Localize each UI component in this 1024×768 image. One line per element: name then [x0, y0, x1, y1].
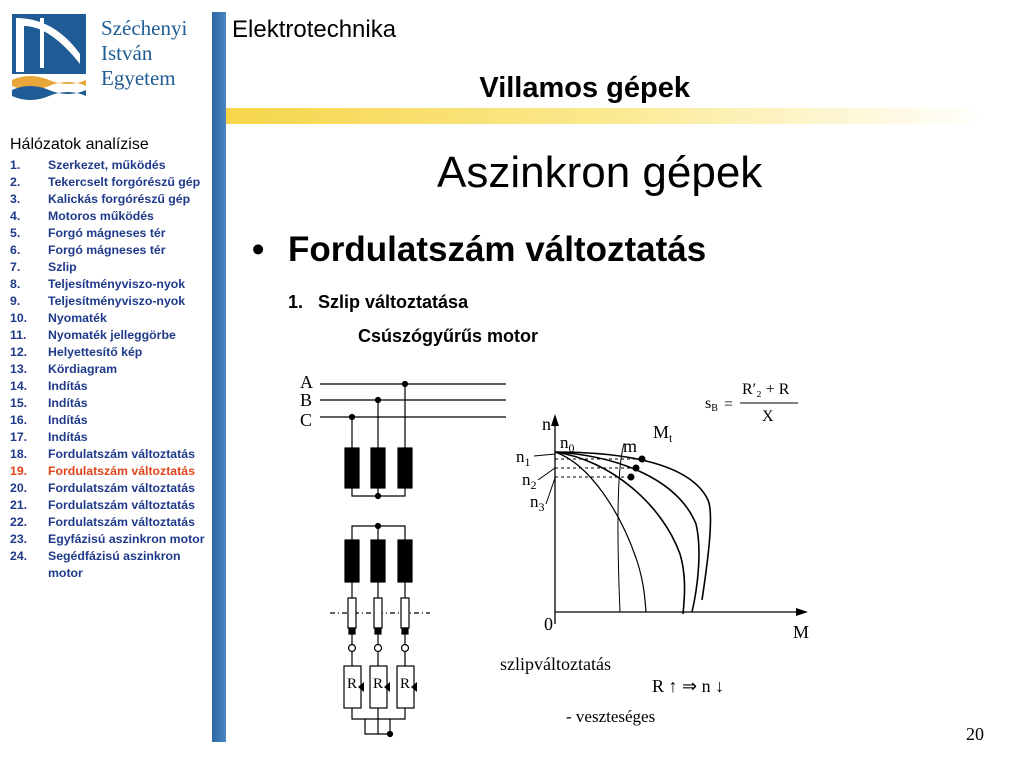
- sidebar-item[interactable]: [10, 293, 210, 310]
- sidebar-item-label: Indítás: [48, 396, 88, 410]
- motor-diagram: [290, 364, 830, 744]
- sidebar-item-number: 16.: [10, 413, 28, 427]
- phase-label-a: A: [300, 372, 313, 392]
- sidebar-item[interactable]: [10, 174, 210, 191]
- university-logo-icon: [10, 12, 88, 104]
- phase-label-b: B: [300, 390, 313, 410]
- sidebar-item-label: Egyfázisú aszinkron motor: [48, 532, 205, 546]
- sidebar-item-active[interactable]: [10, 463, 210, 480]
- n1-label: $n_1$: [516, 447, 531, 469]
- sidebar-item-number: 12.: [10, 345, 28, 359]
- sidebar-item[interactable]: [10, 531, 210, 548]
- sidebar-item[interactable]: [10, 344, 210, 361]
- sidebar-item-number: 10.: [10, 311, 28, 325]
- sidebar-item-label: Fordulatszám változtatás: [48, 481, 195, 495]
- formula-denominator: X: [762, 408, 774, 425]
- sidebar-item-number: 4.: [10, 209, 21, 223]
- phase-label-c: C: [300, 410, 313, 430]
- sidebar-item-label: Fordulatszám változtatás: [48, 447, 195, 461]
- operating-point: [633, 465, 640, 472]
- bullet-dot-icon: •: [252, 230, 265, 269]
- rotor-coil: [371, 540, 385, 582]
- sidebar-item-number: 21.: [10, 498, 28, 512]
- university-logo: [0, 0, 212, 118]
- sidebar-item[interactable]: [10, 310, 210, 327]
- mt-label: $M_t$: [653, 422, 673, 445]
- figure-note: - veszteséges: [566, 707, 656, 726]
- sidebar-item-label: Indítás: [48, 413, 88, 427]
- sidebar-item-label: Teljesítményviszo-nyok: [48, 277, 186, 291]
- sidebar-item-label: Forgó mágneses tér: [48, 226, 166, 240]
- sidebar-item-number: 1.: [10, 158, 21, 172]
- n2-label: $n_2$: [522, 470, 537, 492]
- sidebar-item[interactable]: [10, 480, 210, 497]
- logo-line-2: István: [101, 41, 153, 65]
- resistor-label: R: [373, 676, 384, 692]
- sidebar-item-number: 11.: [10, 328, 27, 342]
- sidebar-item-label: Teljesítményviszo-nyok: [48, 294, 186, 308]
- page-number: 20: [966, 724, 984, 744]
- origin-label: 0: [544, 614, 553, 634]
- torque-speed-chart: [516, 414, 809, 642]
- sidebar-item-label: Fordulatszám változtatás: [48, 498, 195, 512]
- sidebar-item[interactable]: [10, 157, 210, 174]
- sidebar-item[interactable]: [10, 225, 210, 242]
- axis-n-label: n: [542, 414, 551, 434]
- rotor-coil: [398, 540, 412, 582]
- resistor-label: R: [400, 676, 411, 692]
- sidebar-item[interactable]: [10, 208, 210, 225]
- sidebar-item-number: 8.: [10, 277, 21, 291]
- sidebar-item-number: 22.: [10, 515, 28, 529]
- sidebar-item[interactable]: [10, 378, 210, 395]
- sidebar-heading: Hálózatok analízise: [10, 136, 149, 153]
- slip-ring: [401, 598, 409, 628]
- bullet-text: Fordulatszám változtatás: [288, 230, 707, 269]
- axis-m-label: M: [793, 622, 810, 642]
- sidebar-item-number: 9.: [10, 294, 21, 308]
- sidebar-item[interactable]: [10, 514, 210, 531]
- sidebar-item-number: 20.: [10, 481, 28, 495]
- stator-coil: [398, 448, 412, 488]
- operating-point: [628, 474, 635, 481]
- course-title: Elektrotechnika: [232, 16, 397, 43]
- sidebar-item[interactable]: [10, 412, 210, 429]
- sub-item-number: 1.: [288, 292, 304, 312]
- sidebar-item-label: Tekercselt forgórészű gép: [48, 175, 201, 189]
- sub-item-text: Szlip változtatása: [318, 292, 469, 312]
- logo-text: [101, 16, 187, 91]
- sidebar-item-label: Helyettesítő kép: [48, 345, 143, 359]
- sidebar-item[interactable]: [10, 191, 210, 208]
- figure-caption: szlipváltoztatás: [500, 654, 611, 674]
- sidebar-item-number: 5.: [10, 226, 21, 240]
- sidebar-item[interactable]: [10, 548, 210, 582]
- n2-leader: [538, 468, 555, 480]
- stator-coil: [345, 448, 359, 488]
- sidebar-item-label: Nyomaték: [48, 311, 107, 325]
- vertical-accent-bar: [212, 12, 226, 742]
- logo-line-1: Széchenyi: [101, 16, 188, 40]
- sidebar-item[interactable]: [10, 327, 210, 344]
- slip-ring: [348, 598, 356, 628]
- characteristic-curve-r1: [555, 452, 699, 612]
- sidebar-item[interactable]: [10, 361, 210, 378]
- sidebar-item[interactable]: [10, 446, 210, 463]
- slip-ring: [374, 598, 382, 628]
- sidebar-item-number: 19.: [10, 464, 28, 478]
- sidebar-item-label: Indítás: [48, 379, 88, 393]
- n3-leader: [546, 478, 555, 504]
- sidebar-item-label: Nyomaték jelleggörbe: [48, 328, 176, 342]
- slip-ring-circuit: [300, 372, 506, 737]
- junction-dot: [376, 494, 381, 499]
- stator-coil: [371, 448, 385, 488]
- sidebar-item[interactable]: [10, 497, 210, 514]
- sidebar-item-number: 24.: [10, 549, 28, 563]
- sidebar-item-number: 18.: [10, 447, 28, 461]
- m-point-label: m: [623, 436, 638, 456]
- sidebar-item-number: 3.: [10, 192, 21, 206]
- sidebar-list: [10, 157, 210, 582]
- sidebar-outline: [10, 136, 210, 582]
- n0-label: $n_0$: [560, 433, 575, 455]
- brush: [349, 628, 355, 634]
- junction-dot: [388, 732, 393, 737]
- sub-item: [288, 292, 468, 313]
- sidebar-item[interactable]: [10, 276, 210, 293]
- bullet-heading: [252, 230, 706, 270]
- rotor-coil: [345, 540, 359, 582]
- sidebar-item-number: 14.: [10, 379, 28, 393]
- m-axis-arrow-icon: [796, 608, 808, 616]
- sidebar-item[interactable]: [10, 242, 210, 259]
- section-title: Villamos gépek: [479, 72, 690, 104]
- slide-title: Aszinkron gépek: [437, 148, 763, 197]
- sidebar-item-label: Indítás: [48, 430, 88, 444]
- sidebar-item-number: 15.: [10, 396, 28, 410]
- operating-point: [639, 456, 646, 463]
- sidebar-item-number: 7.: [10, 260, 21, 274]
- sidebar-item-number: 13.: [10, 362, 28, 376]
- sidebar-item-number: 6.: [10, 243, 21, 257]
- resistor-label: R: [347, 676, 358, 692]
- formula-lhs: sB: [705, 395, 718, 414]
- formula-equals: =: [724, 396, 734, 413]
- sidebar-item-label: Forgó mágneses tér: [48, 243, 166, 257]
- sidebar-item-number: 23.: [10, 532, 28, 546]
- sidebar-item[interactable]: [10, 395, 210, 412]
- sidebar-item[interactable]: [10, 259, 210, 276]
- n3-label: $n_3$: [530, 492, 545, 514]
- sidebar-item-number: 17.: [10, 430, 28, 444]
- n-axis-arrow-icon: [551, 414, 559, 426]
- sidebar-item-number: 2.: [10, 175, 21, 189]
- brush: [375, 628, 381, 634]
- n1-leader: [534, 454, 555, 456]
- sidebar-item-label: Kördiagram: [48, 362, 118, 376]
- sidebar-item-label: Kalickás forgórészű gép: [48, 192, 191, 206]
- breakdown-slip-formula: [705, 381, 798, 425]
- sidebar-item-label: Segédfázisú aszinkron motor: [48, 549, 181, 580]
- sidebar-item[interactable]: [10, 429, 210, 446]
- sidebar-item-label: Fordulatszám változtatás: [48, 464, 195, 478]
- logo-line-3: Egyetem: [101, 66, 176, 90]
- horizontal-accent-bar: [226, 108, 986, 124]
- figure-relation: R ↑ ⇒ n ↓: [652, 676, 725, 696]
- formula-numerator: R′₂ + R: [742, 381, 790, 398]
- sidebar-item-label: Szerkezet, működés: [48, 158, 166, 172]
- sidebar-item-label: Motoros működés: [48, 209, 154, 223]
- sidebar-item-label: Fordulatszám változtatás: [48, 515, 195, 529]
- brush: [402, 628, 408, 634]
- sidebar-item-label: Szlip: [48, 260, 77, 274]
- sub-sub-item: Csúszógyűrűs motor: [358, 326, 539, 346]
